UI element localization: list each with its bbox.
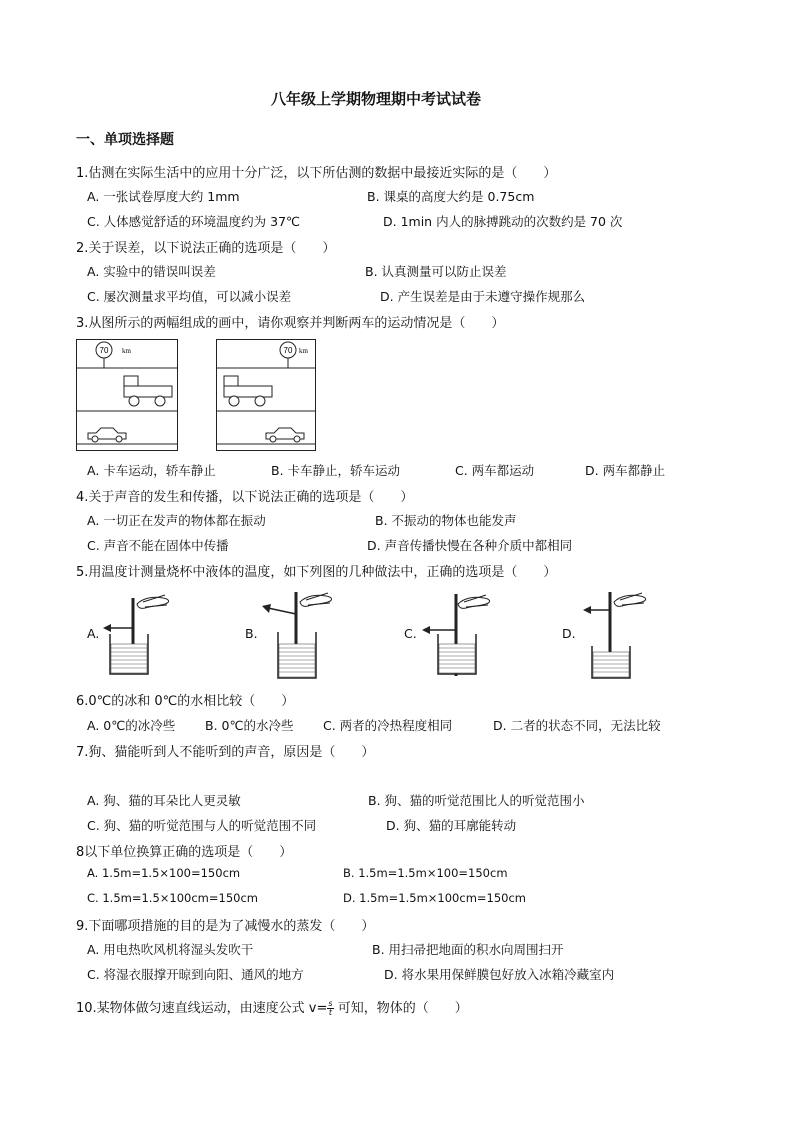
- question-1-option-c[interactable]: C. 人体感觉舒适的环境温度约为 37℃: [87, 214, 301, 229]
- thermometer-figure-a: [103, 590, 175, 678]
- question-9-stem: 9.下面哪项措施的目的是为了减慢水的蒸发（ ）: [76, 919, 375, 934]
- question-5-stem: 5.用温度计测量烧杯中液体的温度，如下列图的几种做法中，正确的选项是（ ）: [76, 565, 557, 580]
- page-title: 八年级上学期物理期中考试试卷: [271, 90, 482, 108]
- thermometer-figure-d: [580, 588, 660, 680]
- question-6-option-a[interactable]: A. 0℃的冰冷些: [87, 718, 176, 733]
- question-9-option-a[interactable]: A. 用电热吹风机将湿头发吹干: [87, 942, 254, 957]
- question-10-stem: [76, 997, 468, 1017]
- thermometer-figure-b: [258, 588, 338, 680]
- question-3-option-d[interactable]: D. 两车都静止: [585, 463, 666, 478]
- question-1-option-a[interactable]: A. 一张试卷厚度大约 1mm: [87, 189, 240, 204]
- question-8-option-c[interactable]: C. 1.5m=1.5×100cm=150cm: [87, 891, 258, 905]
- question-4-option-d[interactable]: D. 声音传播快慢在各种介质中都相同: [367, 538, 573, 553]
- question-2-stem: 2.关于误差，以下说法正确的选项是（ ）: [76, 241, 336, 256]
- svg-text:70: 70: [99, 346, 109, 355]
- question-4-option-a[interactable]: A. 一切正在发声的物体都在振动: [87, 513, 266, 528]
- question-7-option-d[interactable]: D. 狗、猫的耳廓能转动: [386, 818, 517, 833]
- question-7-stem: 7.狗、猫能听到人不能听到的声音，原因是（ ）: [76, 745, 375, 760]
- question-3-option-b[interactable]: B. 卡车静止，轿车运动: [271, 463, 401, 478]
- svg-text:km: km: [299, 347, 308, 355]
- fraction-denominator: t: [328, 1008, 333, 1017]
- question-5-option-c[interactable]: C.: [404, 626, 417, 641]
- question-7-option-b[interactable]: B. 狗、猫的听觉范围比人的听觉范围小: [368, 793, 585, 808]
- question-8-stem: 8以下单位换算正确的选项是（ ）: [76, 845, 293, 860]
- question-5-option-a[interactable]: A.: [87, 626, 100, 641]
- question-1-option-d[interactable]: D. 1min 内人的脉搏跳动的次数约是 70 次: [383, 214, 623, 229]
- question-4-stem: 4.关于声音的发生和传播，以下说法正确的选项是（ ）: [76, 490, 414, 505]
- question-1-stem: 1.估测在实际生活中的应用十分广泛，以下所估测的数据中最接近实际的是（ ）: [76, 166, 557, 181]
- question-6-stem: 6.0℃的冰和 0℃的水相比较（ ）: [76, 694, 295, 709]
- thermometer-figure-c: [420, 590, 492, 678]
- question-6-option-c[interactable]: C. 两者的冷热程度相同: [323, 718, 453, 733]
- question-9-option-b[interactable]: B. 用扫帚把地面的积水向周围扫开: [372, 942, 564, 957]
- question-5-option-b[interactable]: B.: [245, 626, 258, 641]
- question-8-option-b[interactable]: B. 1.5m=1.5m×100=150cm: [343, 866, 508, 880]
- question-3-figure-right: [216, 339, 316, 451]
- question-3-option-a[interactable]: A. 卡车运动，轿车静止: [87, 463, 216, 478]
- question-10-stem-prefix: 10.某物体做匀速直线运动，由速度公式 v=: [76, 1001, 328, 1016]
- question-4-option-c[interactable]: C. 声音不能在固体中传播: [87, 538, 229, 553]
- question-9-option-c[interactable]: C. 将湿衣服撑开晾到向阳、通风的地方: [87, 967, 304, 982]
- liquid-pattern: [111, 644, 147, 673]
- svg-text:km: km: [122, 347, 131, 355]
- question-2-option-a[interactable]: A. 实验中的错误叫误差: [87, 264, 216, 279]
- question-6-option-d[interactable]: D. 二者的状态不同，无法比较: [493, 718, 661, 733]
- question-10-stem-suffix: 可知，物体的（ ）: [333, 1001, 468, 1016]
- question-8-option-d[interactable]: D. 1.5m=1.5m×100cm=150cm: [343, 891, 527, 905]
- question-3-option-c[interactable]: C. 两车都运动: [455, 463, 535, 478]
- question-2-option-b[interactable]: B. 认真测量可以防止误差: [365, 264, 507, 279]
- question-6-option-b[interactable]: B. 0℃的水冷些: [205, 718, 294, 733]
- question-5-option-d[interactable]: D.: [562, 626, 576, 641]
- fraction-numerator: s: [328, 999, 333, 1008]
- svg-text:70: 70: [283, 346, 293, 355]
- question-1-option-b[interactable]: B. 课桌的高度大约是 0.75cm: [367, 189, 535, 204]
- question-3-figure-left: [76, 339, 178, 451]
- section-heading: 一、单项选择题: [76, 132, 174, 148]
- question-3-stem: 3.从图所示的两幅组成的画中，请你观察并判断两车的运动情况是（ ）: [76, 316, 505, 331]
- question-8-option-a[interactable]: A. 1.5m=1.5×100=150cm: [87, 866, 241, 880]
- question-7-option-c[interactable]: C. 狗、猫的听觉范围与人的听觉范围不同: [87, 818, 317, 833]
- question-2-option-d[interactable]: D. 产生误差是由于未遵守操作规那么: [380, 289, 586, 304]
- question-4-option-b[interactable]: B. 不振动的物体也能发声: [375, 513, 517, 528]
- question-7-option-a[interactable]: A. 狗、猫的耳朵比人更灵敏: [87, 793, 241, 808]
- question-9-option-d[interactable]: D. 将水果用保鲜膜包好放入冰箱冷藏室内: [384, 967, 615, 982]
- question-2-option-c[interactable]: C. 屡次测量求平均值，可以减小误差: [87, 289, 292, 304]
